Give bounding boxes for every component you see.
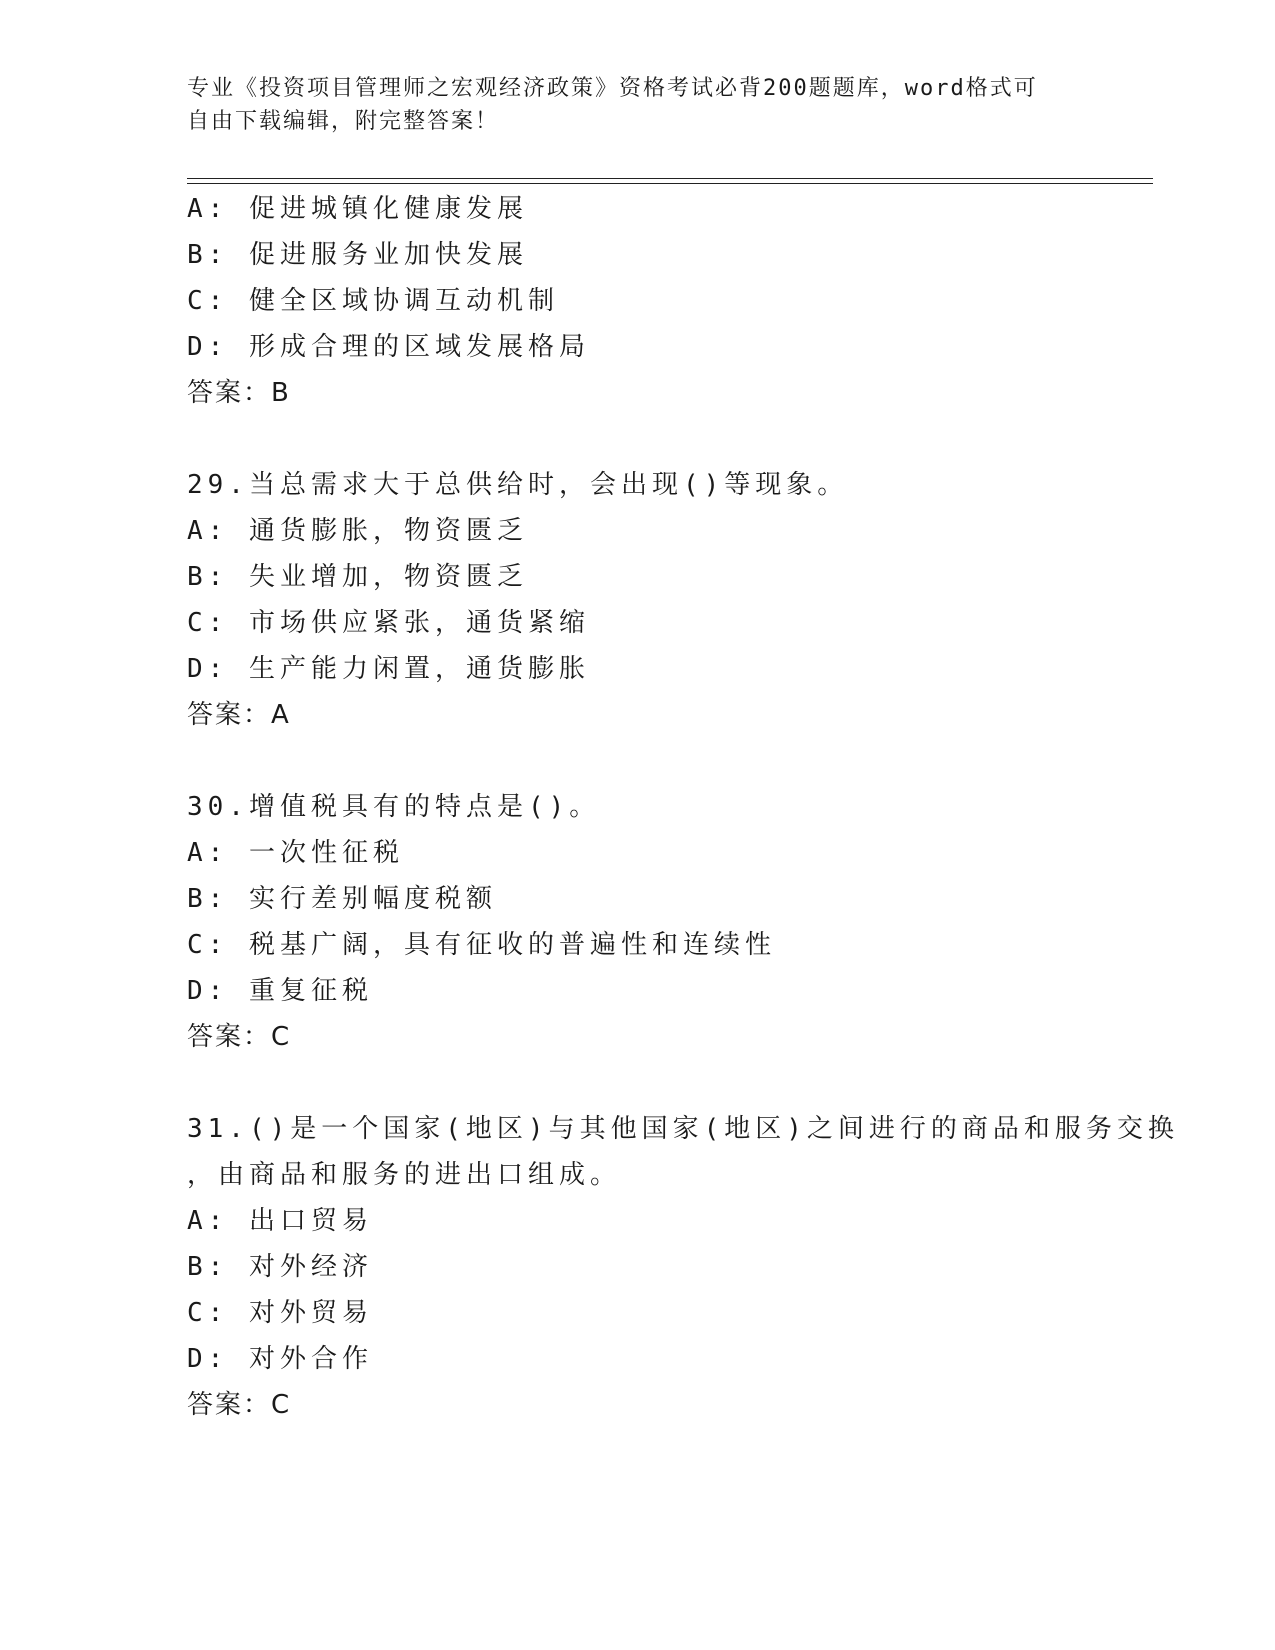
option-a: A: 一次性征税 — [187, 838, 404, 868]
option-c: C: 对外贸易 — [187, 1298, 373, 1328]
option-d: D: 对外合作 — [187, 1344, 373, 1374]
answer: 答案：A — [187, 700, 291, 730]
document-header — [187, 72, 1067, 138]
question-stem-line-2: ，由商品和服务的进出口组成。 — [187, 1160, 622, 1190]
answer: 答案：C — [187, 1390, 292, 1420]
spacer — [187, 1060, 1087, 1106]
spacer — [187, 738, 1087, 784]
option-c: C: 市场供应紧张，通货紧缩 — [187, 608, 590, 638]
header-line-1: 专业《投资项目管理师之宏观经济政策》资格考试必背200题题库，word格式可 — [187, 76, 1038, 101]
question-31 — [187, 1106, 1179, 1428]
option-a: A: 出口贸易 — [187, 1206, 373, 1236]
option-c: C: 税基广阔，具有征收的普遍性和连续性 — [187, 930, 776, 960]
spacer — [187, 416, 1087, 462]
option-d: D: 形成合理的区域发展格局 — [187, 332, 590, 362]
answer: 答案：B — [187, 378, 291, 408]
header-divider-top — [187, 178, 1153, 179]
question-28 — [187, 186, 1087, 416]
question-29 — [187, 462, 1087, 738]
option-a: A: 通货膨胀，物资匮乏 — [187, 516, 528, 546]
option-b: B: 促进服务业加快发展 — [187, 240, 528, 270]
question-stem: 30.增值税具有的特点是()。 — [187, 792, 601, 822]
option-b: B: 失业增加，物资匮乏 — [187, 562, 528, 592]
option-b: B: 实行差别幅度税额 — [187, 884, 497, 914]
header-line-2: 自由下载编辑，附完整答案！ — [187, 109, 500, 134]
question-30 — [187, 784, 1087, 1060]
option-b: B: 对外经济 — [187, 1252, 373, 1282]
answer: 答案：C — [187, 1022, 292, 1052]
option-d: D: 生产能力闲置，通货膨胀 — [187, 654, 590, 684]
question-list — [187, 186, 1179, 1428]
header-divider-bottom — [187, 183, 1153, 184]
option-a: A: 促进城镇化健康发展 — [187, 194, 528, 224]
question-stem: 29.当总需求大于总供给时，会出现()等现象。 — [187, 470, 849, 500]
option-d: D: 重复征税 — [187, 976, 373, 1006]
option-c: C: 健全区域协调互动机制 — [187, 286, 559, 316]
question-stem-line-1: 31.()是一个国家(地区)与其他国家(地区)之间进行的商品和服务交换 — [187, 1114, 1179, 1144]
